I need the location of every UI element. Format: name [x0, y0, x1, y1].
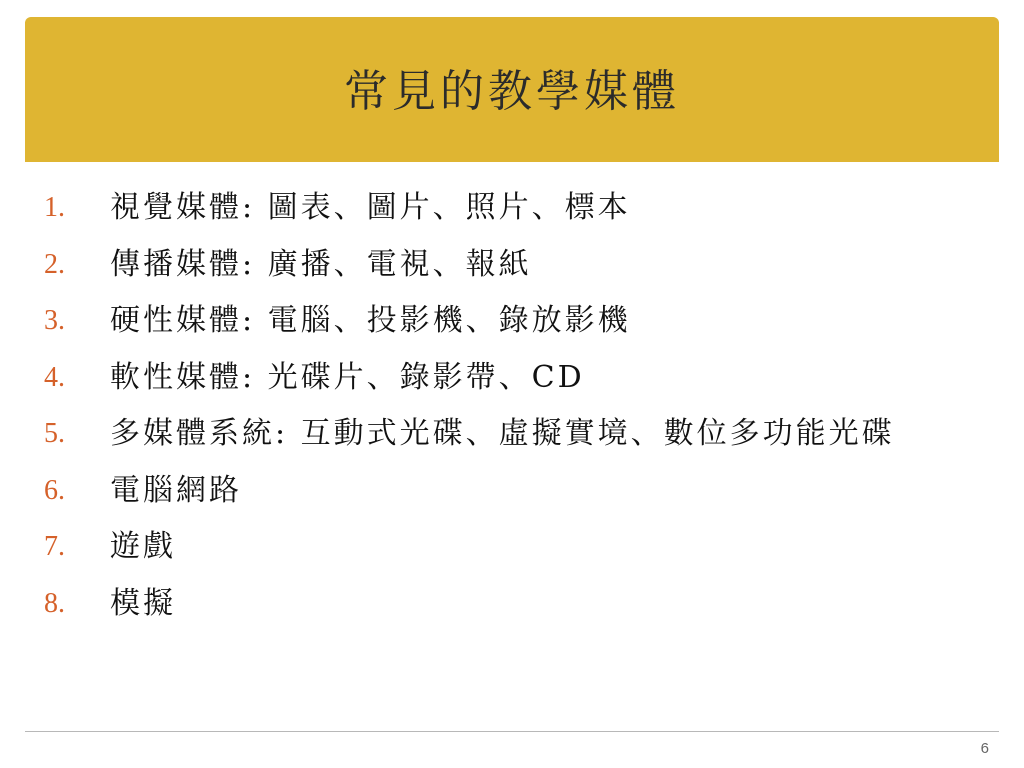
footer-divider: [25, 731, 999, 732]
slide-title: 常見的教學媒體: [344, 65, 680, 117]
list-item: [40, 303, 970, 339]
list-item-number: 3.: [44, 305, 65, 336]
list-item: [40, 416, 970, 452]
list-item-text: 視覺媒體: 圖表、圖片、照片、標本: [110, 190, 631, 225]
list-item: [40, 586, 970, 622]
list-item-text: 遊戲: [110, 529, 176, 564]
list-item-text: 軟性媒體: 光碟片、錄影帶、CD: [110, 359, 585, 395]
list-item: [40, 473, 970, 509]
list-item: [40, 247, 970, 283]
list-item-number: 7.: [44, 531, 65, 562]
list-item-text: 電腦網路: [110, 472, 242, 508]
list-item-number: 4.: [44, 361, 65, 393]
page-number: 6: [980, 740, 989, 757]
list-item-text: 模擬: [110, 585, 176, 621]
list-item-text: 硬性媒體: 電腦、投影機、錄放影機: [110, 303, 631, 338]
list-item-number: 8.: [44, 587, 65, 619]
list-item-number: 1.: [44, 192, 65, 223]
list-item-text: 多媒體系統: 互動式光碟、虛擬實境、數位多功能光碟: [110, 416, 895, 451]
list-item-number: 2.: [44, 248, 65, 280]
list-item: [40, 360, 970, 396]
title-banner: [25, 17, 999, 162]
list-item-text: 傳播媒體: 廣播、電視、報紙: [110, 246, 532, 282]
list-item: [40, 529, 970, 565]
list-item-number: 5.: [44, 418, 65, 449]
media-list: [40, 190, 970, 642]
list-item: [40, 190, 970, 226]
list-item-number: 6.: [44, 474, 65, 506]
